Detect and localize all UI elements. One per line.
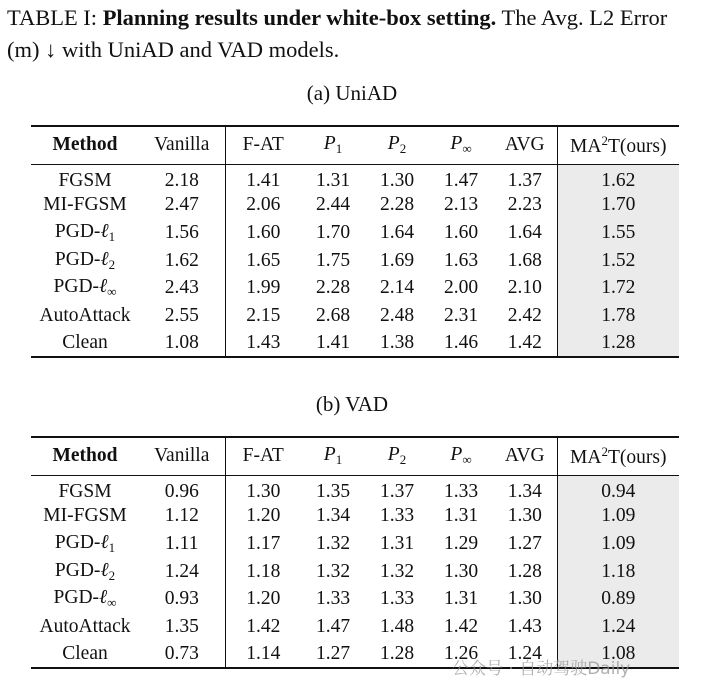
method-name: PGD- <box>54 248 101 270</box>
cell-p1: 1.35 <box>315 480 351 502</box>
cell-vanilla: 2.18 <box>164 169 199 191</box>
ours-pre: MA <box>570 135 602 157</box>
cell-ours: 1.24 <box>557 613 679 641</box>
p-letter: P <box>323 444 336 466</box>
method-cell <box>31 274 139 302</box>
cell-fat: 1.99 <box>225 274 301 302</box>
cell-ours: 1.28 <box>557 330 679 358</box>
ours-sup: 2 <box>601 132 608 148</box>
caption-text: The Avg. L2 Error (m) ↓ with UniAD and VAD models. <box>7 5 668 62</box>
ell-sub: 1 <box>108 228 116 244</box>
cell-fat: 1.18 <box>225 558 301 586</box>
cell-avg: 2.42 <box>507 304 542 326</box>
ours-post: T(ours) <box>607 135 667 157</box>
cell-p1: 1.41 <box>301 330 365 358</box>
cell-pinf: 1.26 <box>429 641 493 669</box>
method-name: Clean <box>62 331 108 353</box>
col-p2-sub: 2 <box>399 452 407 468</box>
method-cell <box>31 247 139 275</box>
subtitle-uniad: (a) UniAD <box>306 81 398 105</box>
col-pinf-sub: ∞ <box>462 452 472 468</box>
p-letter: P <box>387 133 400 155</box>
cell-vanilla: 1.08 <box>139 330 225 358</box>
table-row <box>31 219 679 247</box>
cell-fat: 1.43 <box>225 330 301 358</box>
method-cell <box>31 219 139 247</box>
cell-avg: 1.34 <box>507 480 542 502</box>
cell-pinf: 1.63 <box>443 249 479 271</box>
cell-avg: 1.28 <box>507 560 542 582</box>
table-caption <box>7 2 697 66</box>
table-row <box>31 274 679 302</box>
ell-sub: ∞ <box>107 595 117 611</box>
vanilla-header: Vanilla <box>154 445 210 467</box>
method-name: PGD- <box>54 531 101 553</box>
col-p2 <box>365 437 429 475</box>
method-cell <box>31 558 139 586</box>
col-vanilla <box>139 126 225 164</box>
cell-p2: 1.64 <box>379 221 415 243</box>
cell-p1: 1.70 <box>315 221 351 243</box>
table-row <box>31 585 679 613</box>
method-name: Clean <box>62 642 108 664</box>
cell-fat: 1.20 <box>225 585 301 613</box>
method-cell <box>31 503 139 531</box>
watermark: 公众号 · 自动驾驶Daily <box>452 659 631 679</box>
method-cell <box>31 641 139 669</box>
cell-p2: 1.28 <box>365 641 429 669</box>
table-row <box>31 302 679 330</box>
cell-p2: 1.69 <box>379 249 415 271</box>
method-cell <box>31 330 139 358</box>
cell-p1: 1.27 <box>301 641 365 669</box>
cell-p2: 2.28 <box>379 194 415 216</box>
ours-pre: MA <box>570 446 602 468</box>
caption-label: TABLE I: <box>7 5 98 30</box>
cell-pinf: 1.31 <box>443 505 479 527</box>
col-pinf-sub: ∞ <box>462 141 472 157</box>
cell-p1: 1.75 <box>315 249 351 271</box>
cell-p1: 2.44 <box>315 194 351 216</box>
cell-vanilla: 1.24 <box>164 560 199 582</box>
cell-p2: 1.33 <box>379 588 415 610</box>
cell-avg: 2.23 <box>507 194 542 216</box>
cell-fat: 1.17 <box>225 530 301 558</box>
method-name: MI-FGSM <box>43 505 127 527</box>
cell-avg: 1.42 <box>493 330 557 358</box>
ours-post: T(ours) <box>607 446 667 468</box>
p-letter: P <box>387 444 400 466</box>
fat-header: F-AT <box>242 134 284 156</box>
cell-fat: 2.15 <box>225 302 301 330</box>
method-name: AutoAttack <box>39 615 131 637</box>
cell-pinf: 2.00 <box>443 277 479 299</box>
cell-pinf: 1.30 <box>443 560 479 582</box>
table-row <box>31 530 679 558</box>
method-name: FGSM <box>58 169 112 191</box>
method-name: PGD- <box>54 559 101 581</box>
avg-header: AVG <box>504 134 545 156</box>
col-method <box>31 437 139 475</box>
cell-pinf: 2.31 <box>443 304 479 326</box>
table-row <box>31 558 679 586</box>
cell-avg: 1.68 <box>507 249 542 271</box>
ell-sub: 2 <box>108 567 116 583</box>
cell-ours: 1.62 <box>557 164 679 192</box>
header-row <box>31 126 679 164</box>
cell-pinf: 1.46 <box>429 330 493 358</box>
col-ours <box>557 437 679 475</box>
ell-symbol: ℓ <box>100 220 109 242</box>
method-cell <box>31 192 139 220</box>
table-row <box>31 192 679 220</box>
cell-ours: 0.94 <box>557 475 679 503</box>
cell-fat: 1.60 <box>225 219 301 247</box>
cell-vanilla: 2.43 <box>164 277 199 299</box>
cell-vanilla: 0.96 <box>164 480 199 502</box>
cell-ours: 1.70 <box>557 192 679 220</box>
method-name: FGSM <box>58 480 112 502</box>
cell-p1: 2.28 <box>315 277 351 299</box>
col-fat <box>225 437 301 475</box>
vanilla-header: Vanilla <box>154 134 210 156</box>
cell-ours: 1.78 <box>557 302 679 330</box>
method-name: PGD- <box>53 276 100 298</box>
col-pinf <box>429 126 493 164</box>
cell-pinf: 1.29 <box>443 532 479 554</box>
table-row <box>31 475 679 503</box>
cell-ours: 1.09 <box>557 530 679 558</box>
cell-fat: 1.20 <box>225 503 301 531</box>
cell-ours: 1.09 <box>557 503 679 531</box>
cell-fat: 1.41 <box>225 164 301 192</box>
avg-header: AVG <box>504 445 545 467</box>
method-cell <box>31 475 139 503</box>
cell-p1: 1.33 <box>315 588 351 610</box>
col-fat <box>225 126 301 164</box>
method-name: AutoAttack <box>39 304 131 326</box>
method-cell <box>31 530 139 558</box>
col-p1-sub: 1 <box>335 141 343 157</box>
cell-avg: 2.10 <box>507 277 542 299</box>
cell-ours: 1.72 <box>557 274 679 302</box>
table-row <box>31 247 679 275</box>
col-avg <box>493 437 557 475</box>
cell-p2: 1.37 <box>379 480 415 502</box>
cell-pinf: 1.33 <box>443 480 479 502</box>
col-p1 <box>301 437 365 475</box>
col-p1 <box>301 126 365 164</box>
ours-sup: 2 <box>601 443 608 459</box>
uniad-table <box>31 125 679 358</box>
method-header: Method <box>52 445 118 467</box>
cell-vanilla: 2.47 <box>164 194 199 216</box>
col-method <box>31 126 139 164</box>
cell-ours: 1.55 <box>557 219 679 247</box>
cell-p2: 2.14 <box>379 277 415 299</box>
cell-vanilla: 2.55 <box>164 304 199 326</box>
cell-avg: 1.27 <box>507 532 542 554</box>
cell-pinf: 1.42 <box>443 615 479 637</box>
fat-header: F-AT <box>242 445 284 467</box>
table-row <box>31 164 679 192</box>
cell-p2: 1.33 <box>379 505 415 527</box>
ell-symbol: ℓ <box>99 587 108 609</box>
cell-avg: 1.43 <box>507 615 542 637</box>
cell-avg: 1.64 <box>507 221 542 243</box>
cell-avg: 1.24 <box>493 641 557 669</box>
ell-symbol: ℓ <box>100 559 109 581</box>
ell-sub: ∞ <box>107 284 117 300</box>
cell-p1: 2.68 <box>315 304 351 326</box>
cell-pinf: 1.31 <box>443 588 479 610</box>
col-p2 <box>365 126 429 164</box>
cell-p2: 1.31 <box>379 532 415 554</box>
cell-vanilla: 1.62 <box>164 249 199 271</box>
col-avg <box>493 126 557 164</box>
cell-ours: 1.18 <box>557 558 679 586</box>
cell-p1: 1.32 <box>315 560 351 582</box>
cell-p2: 1.48 <box>379 615 415 637</box>
method-cell <box>31 585 139 613</box>
cell-avg: 1.30 <box>507 505 542 527</box>
col-p1-sub: 1 <box>335 452 343 468</box>
cell-pinf: 2.13 <box>443 194 479 216</box>
cell-p1: 1.47 <box>315 615 351 637</box>
cell-pinf: 1.47 <box>443 169 479 191</box>
cell-fat: 1.65 <box>225 247 301 275</box>
table-row <box>31 330 679 358</box>
cell-avg: 1.37 <box>507 169 542 191</box>
col-p2-sub: 2 <box>399 141 407 157</box>
cell-p2: 1.30 <box>379 169 415 191</box>
cell-p2: 1.32 <box>379 560 415 582</box>
method-name: PGD- <box>54 220 101 242</box>
cell-vanilla: 1.56 <box>164 221 199 243</box>
cell-fat: 2.06 <box>225 192 301 220</box>
cell-p1: 1.31 <box>315 169 351 191</box>
subtitle-vad: (b) VAD <box>315 392 389 416</box>
cell-p2: 2.48 <box>379 304 415 326</box>
p-letter: P <box>450 444 463 466</box>
method-name: MI-FGSM <box>43 194 127 216</box>
cell-ours: 0.89 <box>557 585 679 613</box>
p-letter: P <box>323 133 336 155</box>
col-pinf <box>429 437 493 475</box>
method-cell <box>31 164 139 192</box>
col-vanilla <box>139 437 225 475</box>
ell-symbol: ℓ <box>100 248 109 270</box>
cell-ours: 1.08 <box>557 641 679 669</box>
cell-fat: 1.30 <box>225 475 301 503</box>
p-letter: P <box>450 133 463 155</box>
cell-p2: 1.38 <box>365 330 429 358</box>
cell-vanilla: 1.35 <box>164 615 199 637</box>
cell-vanilla: 1.11 <box>165 532 199 554</box>
table-row <box>31 613 679 641</box>
table-row <box>31 503 679 531</box>
header-row <box>31 437 679 475</box>
cell-fat: 1.14 <box>225 641 301 669</box>
cell-ours: 1.52 <box>557 247 679 275</box>
cell-fat: 1.42 <box>225 613 301 641</box>
cell-vanilla: 0.73 <box>139 641 225 669</box>
cell-p1: 1.34 <box>315 505 351 527</box>
cell-vanilla: 0.93 <box>164 588 199 610</box>
method-cell <box>31 302 139 330</box>
ell-symbol: ℓ <box>100 531 109 553</box>
vad-table <box>31 436 679 669</box>
cell-p1: 1.32 <box>315 532 351 554</box>
cell-avg: 1.30 <box>507 588 542 610</box>
cell-pinf: 1.60 <box>443 221 479 243</box>
col-ours <box>557 126 679 164</box>
method-header: Method <box>52 134 118 156</box>
ell-symbol: ℓ <box>99 276 108 298</box>
ell-sub: 1 <box>108 539 116 555</box>
caption-bold: Planning results under white-box setting. <box>102 5 497 30</box>
method-name: PGD- <box>53 587 100 609</box>
cell-vanilla: 1.12 <box>164 505 199 527</box>
method-cell <box>31 613 139 641</box>
ell-sub: 2 <box>108 256 116 272</box>
